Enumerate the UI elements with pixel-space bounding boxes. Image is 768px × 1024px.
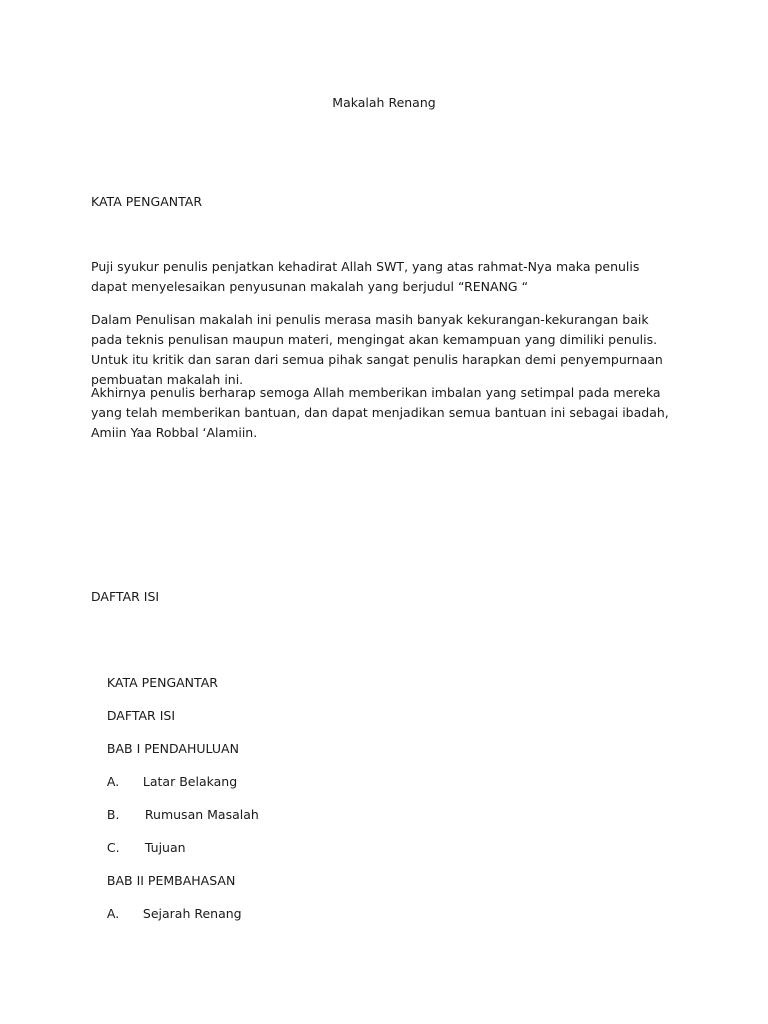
toc-item-text: BAB II PEMBAHASAN — [106, 873, 236, 888]
toc-item-letter: A. — [106, 774, 120, 789]
paragraph-2: Dalam Penulisan makalah ini penulis merasa masih banyak kekurangan-kekurangan baik pada teknis penulisan maupun materi, mengingat akan kemampuan yang dimiliki penulis. Untuk itu kritik dan saran dari semua pihak sangat penulis harapkan demi penyempurnaan pembuatan makalah ini. — [91, 312, 663, 387]
toc-item-letter: C. — [106, 840, 120, 855]
document-title: Makalah Renang — [332, 95, 436, 110]
kata-pengantar-heading: KATA PENGANTAR — [91, 194, 203, 209]
paragraph-3: Akhirnya penulis berharap semoga Allah memberikan imbalan yang setimpal pada mereka yang telah memberikan bantuan, dan dapat menjadikan semua bantuan ini sebagai ibadah, Amiin Yaa Robbal ‘Alamiin. — [91, 385, 669, 440]
toc-item-text: Sejarah Renang — [142, 906, 242, 921]
toc-item-text: KATA PENGANTAR — [106, 675, 218, 690]
toc-item-text: Tujuan — [144, 840, 186, 855]
paragraph-1: Puji syukur penulis penjatkan kehadirat Allah SWT, yang atas rahmat-Nya maka penulis dapat menyelesaikan penyusunan makalah yang berjudul “RENANG “ — [91, 259, 640, 294]
toc-item-text: Latar Belakang — [142, 774, 238, 789]
toc-item-letter: B. — [106, 807, 120, 822]
daftar-isi-heading: DAFTAR ISI — [91, 589, 160, 604]
toc-item-text: DAFTAR ISI — [106, 708, 176, 723]
toc-item-letter: A. — [106, 906, 120, 921]
toc-item-text: Rumusan Masalah — [144, 807, 259, 822]
toc-item-text: BAB I PENDAHULUAN — [106, 741, 239, 756]
toc-item — [91, 884, 491, 944]
